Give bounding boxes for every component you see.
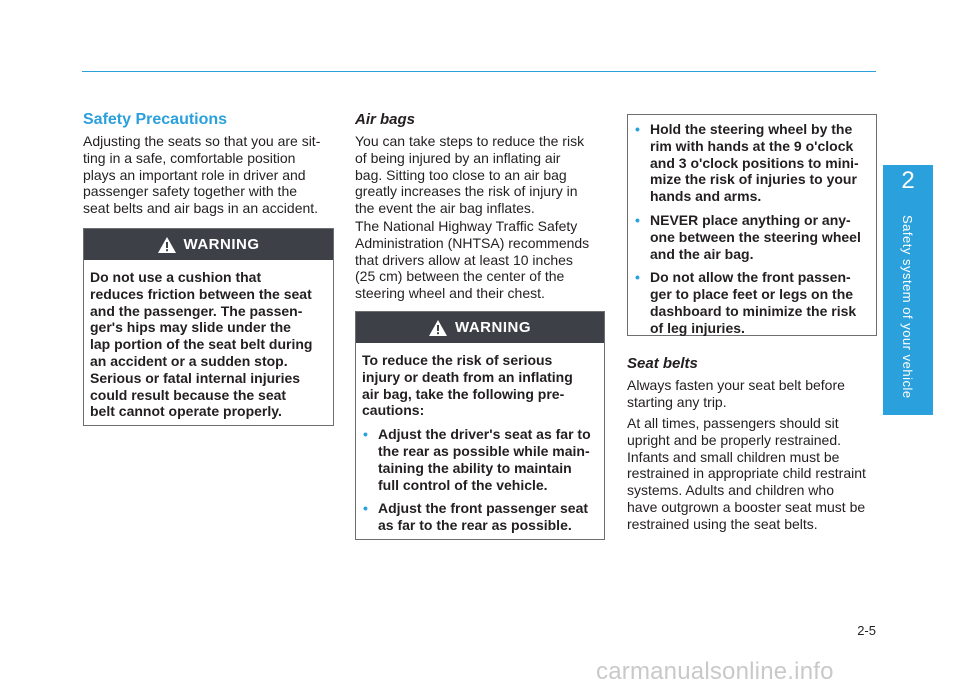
text-line: seat belts and air bags in an accident. <box>83 200 319 217</box>
text-line: bag. Sitting too close to an air bag <box>355 166 567 183</box>
text-line: starting any trip. <box>627 393 727 410</box>
text-line: restrained in appropriate child restraint <box>627 465 866 482</box>
warning-line: Adjust the driver's seat as far to <box>378 426 591 443</box>
warning-line: Adjust the front passenger seat <box>378 500 589 517</box>
warning-line: Serious or fatal internal injuries <box>90 369 301 386</box>
text-line: Infants and small children must be <box>627 448 840 465</box>
warning-line: belt cannot operate properly. <box>90 403 282 420</box>
text-line: upright and be properly restrained. <box>627 431 842 448</box>
text-line: restrained using the seat belts. <box>627 515 818 532</box>
warning-bullet <box>362 426 598 493</box>
warning-title: WARNING <box>455 319 531 336</box>
chapter-tab <box>883 165 933 415</box>
warning-line: To reduce the risk of serious <box>362 352 553 368</box>
warning-box-continued <box>627 114 877 336</box>
text-line: ting in a safe, comfortable position <box>83 149 296 166</box>
section-heading-air-bags: Air bags <box>355 111 416 128</box>
chapter-number: 2 <box>901 167 915 194</box>
text-line: plays an important role in driver and <box>83 166 306 183</box>
warning-text <box>84 260 333 420</box>
warning-text <box>356 343 604 534</box>
text-line: At all times, passengers should sit <box>627 415 839 431</box>
bullet-dot: • <box>363 500 368 517</box>
section-heading-safety-precautions: Safety Precautions <box>83 111 228 128</box>
safety-precautions-paragraph <box>83 133 334 217</box>
bullet-dot: • <box>635 211 640 228</box>
warning-line: dashboard to minimize the risk <box>650 302 857 319</box>
warning-line: NEVER place anything or any- <box>650 211 851 228</box>
warning-header <box>84 229 333 260</box>
air-bags-paragraph-2 <box>355 218 605 302</box>
warning-bullet <box>362 500 598 534</box>
warning-line: and 3 o'clock positions to mini- <box>650 154 859 171</box>
air-bags-paragraph-1 <box>355 133 605 217</box>
bullet-dot: • <box>635 269 640 286</box>
text-line: systems. Adults and children who <box>627 482 834 499</box>
warning-line: ger to place feet or legs on the <box>650 286 854 303</box>
watermark-url[interactable]: carmanualsonline.info <box>596 658 834 685</box>
warning-line: Do not use a cushion that <box>90 269 262 285</box>
warning-line: the rear as possible while main- <box>378 442 590 459</box>
text-line: steering wheel and their chest. <box>355 285 545 302</box>
warning-box-air-bag <box>355 311 605 540</box>
text-line: Adjusting the seats so that you are sit- <box>83 133 321 149</box>
warning-line: could result because the seat <box>90 386 287 403</box>
warning-line: an accident or a sudden stop. <box>90 352 288 369</box>
text-line: greatly increases the risk of injury in <box>355 183 578 200</box>
text-line: (25 cm) between the center of the <box>355 268 565 285</box>
warning-bullet <box>634 212 870 262</box>
text-line: The National Highway Traffic Safety <box>355 218 578 234</box>
text-line: passenger safety together with the <box>83 183 298 200</box>
text-line: have outgrown a booster seat must be <box>627 498 866 515</box>
text-line: of being injured by an inflating air <box>355 149 561 166</box>
seat-belts-paragraph-1 <box>627 377 878 411</box>
warning-line: injury or death from an inflating <box>362 368 573 385</box>
bullet-dot: • <box>363 426 368 443</box>
warning-bullet <box>634 121 870 205</box>
warning-line: full control of the vehicle. <box>378 476 548 493</box>
seat-belts-paragraph-2 <box>627 415 878 533</box>
page-number: 2-5 <box>857 623 876 638</box>
text-line: You can take steps to reduce the risk <box>355 133 585 149</box>
warning-line: hands and arms. <box>650 188 762 205</box>
text-line: Always fasten your seat belt before <box>627 377 845 393</box>
warning-line: ger's hips may slide under the <box>90 319 291 336</box>
warning-line: taining the ability to maintain <box>378 459 572 476</box>
warning-line: one between the steering wheel <box>650 228 861 245</box>
warning-box-cushion <box>83 228 334 426</box>
warning-header <box>356 312 604 343</box>
warning-triangle-icon <box>158 237 176 253</box>
text-line: that drivers allow at least 10 inches <box>355 251 573 268</box>
warning-triangle-icon <box>429 320 447 336</box>
warning-line: of leg injuries. <box>650 319 745 336</box>
warning-title: WARNING <box>183 236 260 253</box>
warning-line: as far to the rear as possible. <box>378 517 572 534</box>
bullet-dot: • <box>635 121 640 137</box>
section-heading-seat-belts: Seat belts <box>627 355 698 372</box>
warning-bullet <box>634 269 870 336</box>
warning-line: reduces friction between the seat <box>90 285 312 302</box>
warning-text <box>628 121 876 337</box>
text-line: Administration (NHTSA) recommends <box>355 234 590 251</box>
text-line: the event the air bag inflates. <box>355 200 535 217</box>
warning-line: lap portion of the seat belt during <box>90 336 313 353</box>
warning-line: cautions: <box>362 402 425 419</box>
warning-line: rim with hands at the 9 o'clock <box>650 137 854 154</box>
top-rule <box>82 71 876 72</box>
warning-line: Do not allow the front passen- <box>650 269 851 286</box>
chapter-title: Safety system of your vehicle <box>900 215 915 399</box>
warning-line: air bag, take the following pre- <box>362 385 565 402</box>
warning-line: and the passenger. The passen- <box>90 302 303 319</box>
warning-line: and the air bag. <box>650 245 754 262</box>
warning-line: Hold the steering wheel by the <box>650 121 853 137</box>
warning-line: mize the risk of injuries to your <box>650 171 857 188</box>
